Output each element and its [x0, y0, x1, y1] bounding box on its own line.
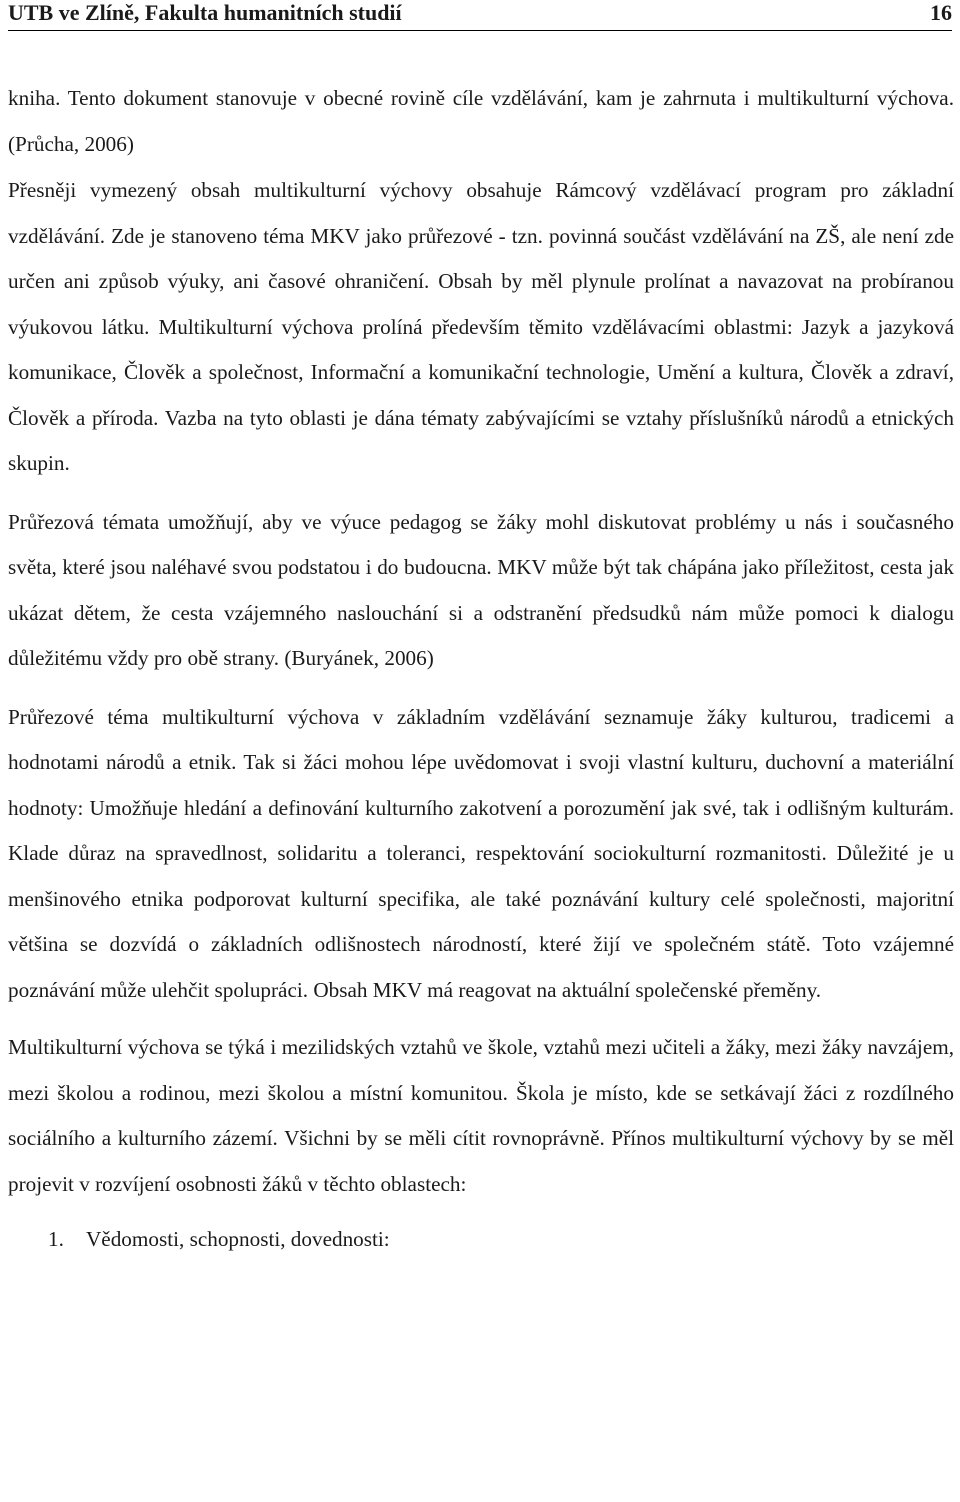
paragraph: Průřezová témata umožňují, aby ve výuce pedagog se žáky mohl diskutovat problémy u nás i současného světa, které jsou naléhavé svou podstatou i do budoucna. MKV může být tak chápána jako příležitost, cesta jak ukázat dětem, že cesta vzájemného naslouchání si a odstranění předsudků nám může pomoci k dialogu důležitému vždy pro obě strany. (Buryánek, 2006) [8, 509, 954, 670]
paragraph: kniha. Tento dokument stanovuje v obecné rovině cíle vzdělávání, kam je zahrnuta i multikulturní výchova. (Průcha, 2006) [8, 86, 954, 156]
page-header [8, 0, 952, 31]
paragraph: Přesněji vymezený obsah multikulturní výchovy obsahuje Rámcový vzdělávací program pro základní vzdělávání. Zde je stanoveno téma MKV jako průřezové - tzn. povinná součást vzdělávání na ZŠ, ale není zde určen ani způsob výuky, ani časové ohraničení. Obsah by měl plynule prolínat a navazovat na probíranou výukovou látku. Multikulturní výchova prolíná především těmito vzdělávacími oblastmi: Jazyk a jazyková komunikace, Člověk a společnost, Informační a komunikační technologie, Umění a kultura, Člověk a zdraví, Člověk a příroda. Vazba na tyto oblasti je dána tématy zabývajícími se vztahy příslušníků národů a etnických skupin. [8, 178, 954, 475]
list-item [8, 1217, 954, 1263]
document-body [8, 76, 954, 1263]
list-item-text: Vědomosti, schopnosti, dovednosti: [86, 1227, 390, 1251]
page-number: 16 [930, 0, 952, 25]
list-item-number: 1. [48, 1227, 64, 1251]
paragraph: Průřezové téma multikulturní výchova v základním vzdělávání seznamuje žáky kulturou, tradicemi a hodnotami národů a etnik. Tak si žáci mohou lépe uvědomovat i svoji vlastní kulturu, duchovní a materiální hodnoty: Umožňuje hledání a definování kulturního zakotvení a porozumění jak své, tak i odlišným kulturám. Klade důraz na spravedlnost, solidaritu a toleranci, respektování sociokulturní rozmanitosti. Důležité je u menšinového etnika podporovat kulturní specifika, ale také poznávání kultury celé společnosti, majoritní většina se dozvídá o základních odlišnostech národností, které žijí ve společném státě. Toto vzájemné poznávání může ulehčit spolupráci. Obsah MKV má reagovat na aktuální společenské přeměny. [8, 704, 954, 1002]
header-title: UTB ve Zlíně, Fakulta humanitních studií [8, 0, 402, 25]
paragraph: Multikulturní výchova se týká i mezilidských vztahů ve škole, vztahů mezi učiteli a žáky, mezi žáky navzájem, mezi školou a rodinou, mezi školou a místní komunitou. Škola je místo, kde se setkávají žáci z rozdílného sociálního a kulturního zázemí. Všichni by se měli cítit rovnoprávně. Přínos multikulturní výchovy by se měl projevit v rozvíjení osobnosti žáků v těchto oblastech: [8, 1035, 954, 1196]
